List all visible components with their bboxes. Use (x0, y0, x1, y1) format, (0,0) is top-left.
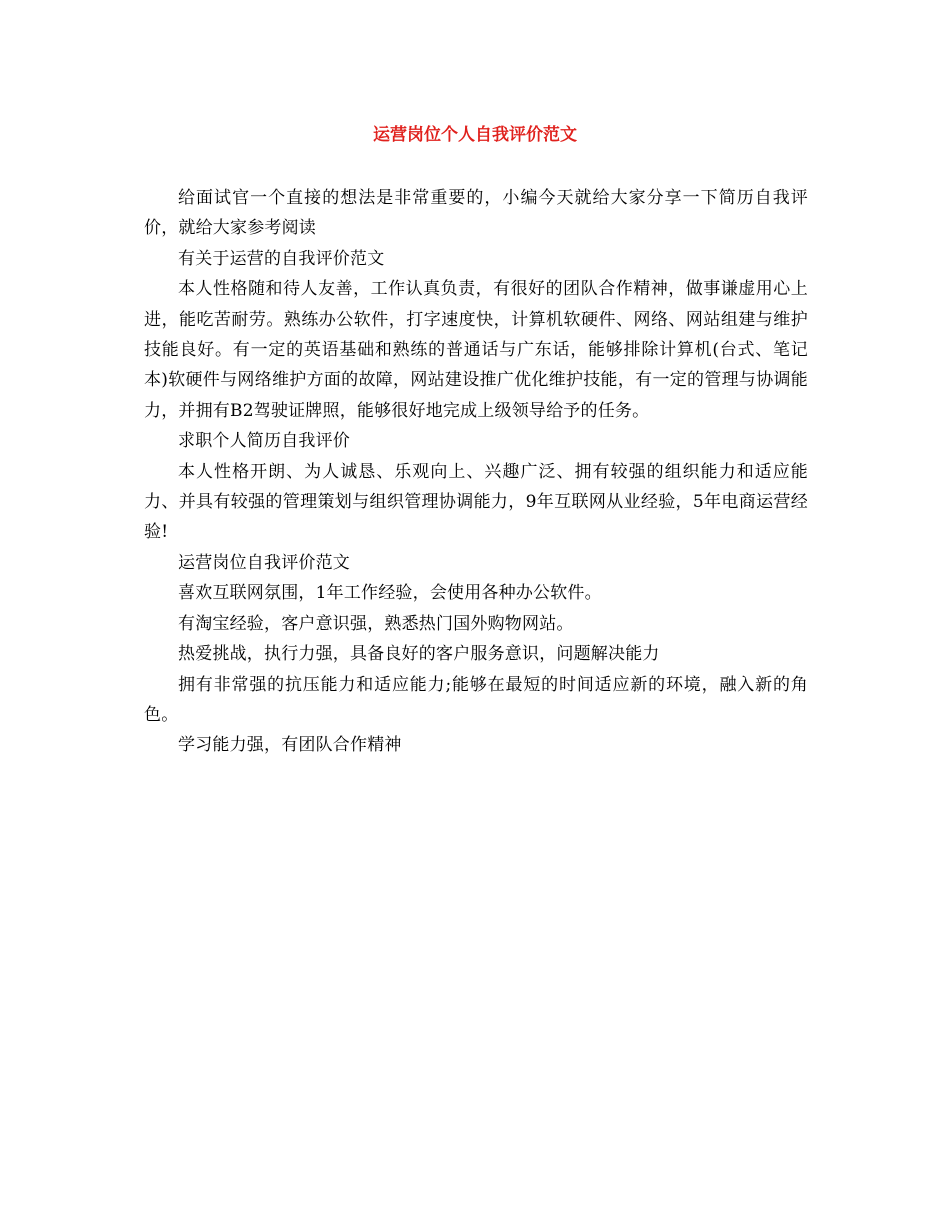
paragraph-operations: 本人性格随和待人友善，工作认真负责，有很好的团队合作精神，做事谦虚用心上进，能吃苦耐劳。熟练办公软件，打字速度快，计算机软硬件、网络、网站组建与维护技能良好。有一定的英语基础和熟练的普通话与广东话，能够排除计算机(台式、笔记本)软硬件与网络维护方面的故障，网站建设推广优化维护技能，有一定的管理与协调能力，并拥有B2驾驶证牌照，能够很好地完成上级领导给予的任务。 (144, 279, 808, 421)
list-item-challenge: 热爱挑战，执行力强，具备良好的客户服务意识，问题解决能力 (178, 644, 660, 665)
section-heading-operations: 有关于运营的自我评价范文 (178, 248, 385, 269)
section-heading-position: 运营岗位自我评价范文 (178, 552, 350, 573)
document-body (144, 183, 808, 761)
list-item-taobao: 有淘宝经验，客户意识强，熟悉热门国外购物网站。 (178, 613, 574, 634)
list-item-internet: 喜欢互联网氛围，1年工作经验，会使用各种办公软件。 (178, 583, 602, 604)
list-item-pressure: 拥有非常强的抗压能力和适应能力;能够在最短的时间适应新的环境，融入新的角色。 (144, 674, 808, 725)
paragraph-intro: 给面试官一个直接的想法是非常重要的，小编今天就给大家分享一下简历自我评价，就给大家参考阅读 (144, 188, 808, 239)
section-heading-resume: 求职个人简历自我评价 (178, 431, 350, 452)
document-title: 运营岗位个人自我评价范文 (373, 125, 577, 145)
list-item-learning: 学习能力强，有团队合作精神 (178, 735, 402, 756)
paragraph-resume: 本人性格开朗、为人诚恳、乐观向上、兴趣广泛、拥有较强的组织能力和适应能力、并具有较强的管理策划与组织管理协调能力，9年互联网从业经验，5年电商运营经验! (144, 461, 808, 543)
